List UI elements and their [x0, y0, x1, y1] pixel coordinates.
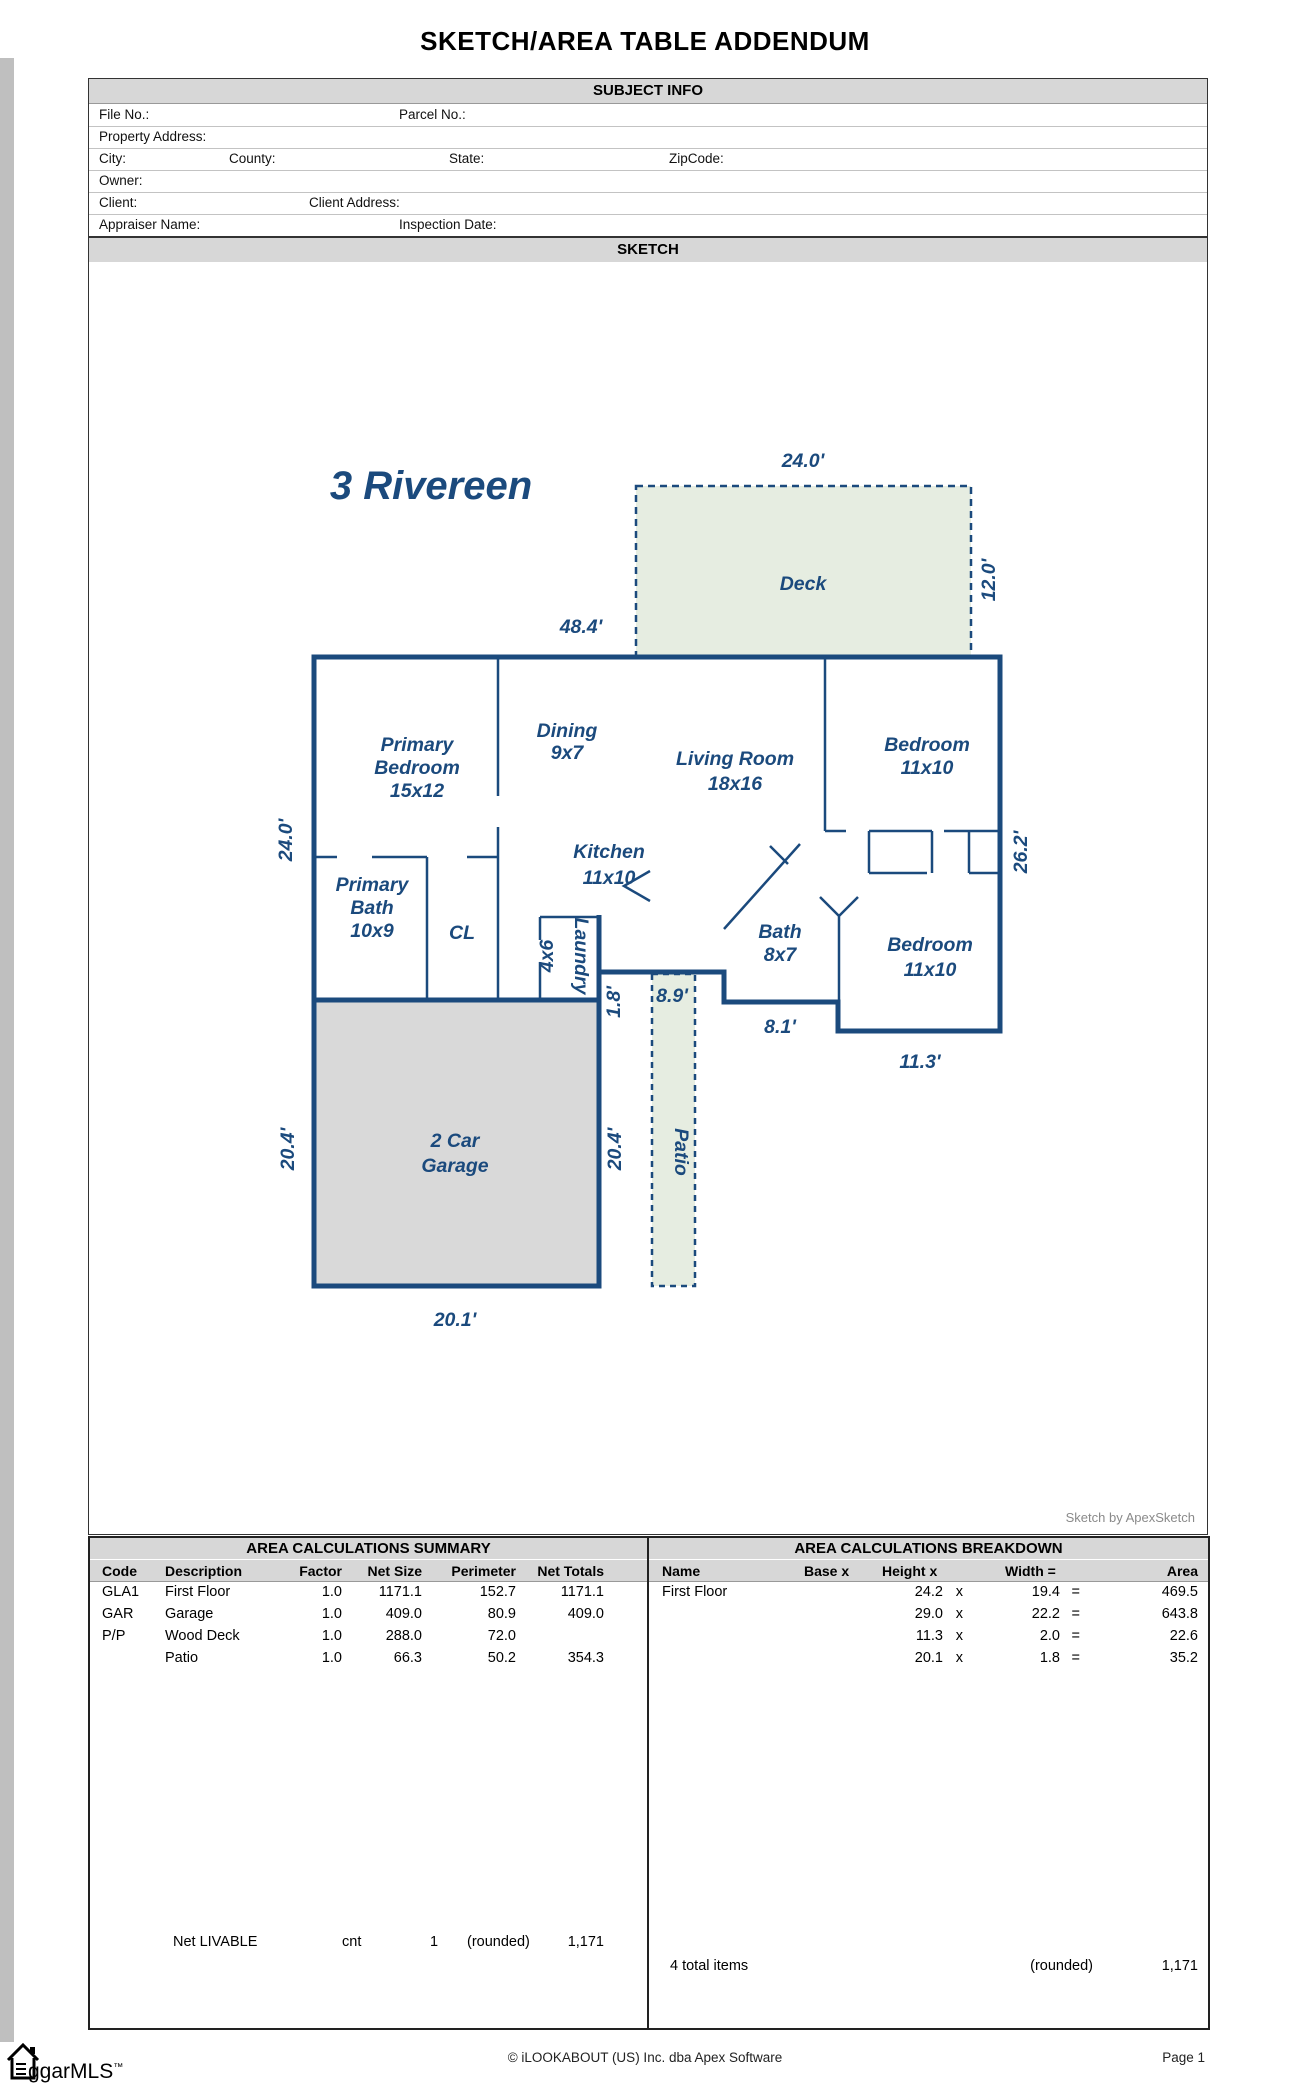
mult-symbol: x: [955, 1584, 963, 1600]
col-factor: Factor: [299, 1563, 342, 1579]
summary-cell-net-size: 288.0: [385, 1628, 422, 1644]
summary-cell-desc: Wood Deck: [165, 1628, 240, 1644]
footer-page-number: Page 1: [1162, 2050, 1205, 2065]
sketch-canvas: [88, 262, 1208, 1535]
mult-symbol: x: [955, 1650, 963, 1666]
county-label: County:: [229, 151, 276, 166]
dim-left: 24.0': [275, 818, 297, 862]
dim-garage-right: 20.4': [604, 1127, 626, 1171]
breakdown-cell-area: 35.2: [1169, 1650, 1198, 1666]
mls-logo-text: ggarMLS™: [28, 2060, 124, 2083]
breakdown-cell-area: 22.6: [1169, 1628, 1198, 1644]
bath-label: Bath: [758, 921, 802, 943]
breakdown-header: AREA CALCULATIONS BREAKDOWN: [649, 1538, 1208, 1560]
dining-size: 9x7: [550, 742, 584, 764]
primary-bedroom-label-2: Bedroom: [374, 757, 460, 779]
col-height: Height x: [882, 1563, 938, 1579]
dim-deck-height: 12.0': [978, 558, 1000, 602]
sketch-header: SKETCH: [88, 237, 1208, 263]
breakdown-total-rounded: (rounded): [1030, 1958, 1093, 1974]
living-room-size: 18x16: [707, 773, 763, 795]
summary-cell-factor: 1.0: [321, 1606, 342, 1622]
primary-bath-label-3: 10x9: [350, 920, 394, 942]
summary-cell-net-size: 66.3: [393, 1650, 422, 1666]
col-area: Area: [1166, 1563, 1198, 1579]
bedroom2-label: Bedroom: [887, 934, 973, 956]
mls-logo: [4, 2040, 123, 2084]
page-title: SKETCH/AREA TABLE ADDENDUM: [420, 26, 870, 56]
state-label: State:: [449, 151, 485, 166]
summary-cell-desc: First Floor: [165, 1584, 231, 1600]
laundry-label: Laundry: [570, 917, 592, 995]
mult-symbol: x: [955, 1628, 963, 1644]
dim-garage-bottom: 20.1': [433, 1309, 477, 1331]
form-row-address: [89, 126, 1207, 149]
appraiser-name-label: Appraiser Name:: [99, 217, 201, 232]
summary-cell-perimeter: 152.7: [479, 1584, 516, 1600]
subject-info-header: SUBJECT INFO: [89, 79, 1207, 104]
summary-table: [90, 1538, 647, 2028]
primary-bedroom-label-3: 15x12: [389, 780, 445, 802]
summary-total-count: 1: [430, 1934, 439, 1950]
deck-label: Deck: [779, 573, 827, 595]
breakdown-total-value: 1,171: [1161, 1958, 1198, 1974]
floor-plan: [89, 262, 1207, 1534]
form-row-client: [89, 192, 1207, 215]
bedroom1-size: 11x10: [900, 757, 954, 779]
breakdown-total-label: 4 total items: [670, 1958, 749, 1974]
dim-bedroom-bottom: 11.3': [899, 1051, 941, 1073]
living-room-label: Living Room: [675, 748, 795, 770]
area-tables-box: [88, 1536, 1210, 2030]
bath-size: 8x7: [763, 944, 797, 966]
summary-cell-code: GLA1: [102, 1584, 140, 1600]
kitchen-label: Kitchen: [573, 841, 645, 863]
garage-label-1: 2 Car: [430, 1130, 480, 1152]
bedroom2-size: 11x10: [903, 959, 957, 981]
summary-cell-net-size: 1171.1: [378, 1584, 422, 1600]
file-no-label: File No.:: [99, 107, 150, 122]
client-address-label: Client Address:: [309, 195, 400, 210]
form-row-file: [89, 104, 1207, 127]
inspection-date-label: Inspection Date:: [399, 217, 497, 232]
bedroom1-label: Bedroom: [884, 734, 970, 756]
laundry-size: 4x6: [536, 939, 558, 973]
breakdown-cell-area: 643.8: [1161, 1606, 1198, 1622]
col-code: Code: [102, 1563, 137, 1579]
eq-symbol: =: [1071, 1606, 1080, 1622]
plan-title: 3 Rivereen: [329, 464, 533, 508]
eq-symbol: =: [1071, 1584, 1080, 1600]
breakdown-cell-width: 2.0: [1039, 1628, 1060, 1644]
summary-cell-factor: 1.0: [321, 1628, 342, 1644]
summary-cell-net-totals: 354.3: [567, 1650, 604, 1666]
breakdown-cell-height: 20.1: [914, 1650, 943, 1666]
summary-cell-net-totals: 409.0: [567, 1606, 604, 1622]
dim-top: 48.4': [559, 616, 603, 638]
dim-kitchen-wall: 8.9': [656, 985, 688, 1007]
summary-cell-net-size: 409.0: [385, 1606, 422, 1622]
breakdown-cell-width: 19.4: [1031, 1584, 1060, 1600]
dim-garage-left: 20.4': [277, 1127, 299, 1171]
summary-cell-code: GAR: [102, 1606, 134, 1622]
deck-area: [636, 486, 971, 657]
client-label: Client:: [99, 195, 138, 210]
scan-edge-strip: [0, 58, 14, 2042]
breakdown-cell-name: First Floor: [662, 1584, 728, 1600]
summary-header: AREA CALCULATIONS SUMMARY: [90, 1538, 647, 1560]
footer-copyright: © iLOOKABOUT (US) Inc. dba Apex Software: [507, 2050, 783, 2065]
primary-bath-label-1: Primary: [335, 874, 409, 896]
col-perimeter: Perimeter: [451, 1563, 516, 1579]
mult-symbol: x: [955, 1606, 963, 1622]
primary-bath-label-2: Bath: [350, 897, 394, 919]
breakdown-cell-height: 29.0: [914, 1606, 943, 1622]
form-row-city: [89, 148, 1207, 171]
closet-label: CL: [449, 922, 475, 944]
summary-total-label: Net LIVABLE: [173, 1934, 258, 1950]
dining-label: Dining: [536, 720, 598, 742]
parcel-no-label: Parcel No.:: [399, 107, 466, 122]
breakdown-cell-area: 469.5: [1161, 1584, 1198, 1600]
summary-total-value: 1,171: [567, 1934, 604, 1950]
form-row-appraiser: [89, 214, 1207, 236]
breakdown-cell-height: 11.3: [915, 1628, 943, 1644]
eq-symbol: =: [1071, 1628, 1080, 1644]
dim-right: 26.2': [1010, 830, 1032, 874]
property-address-label: Property Address:: [99, 129, 207, 144]
col-name: Name: [662, 1563, 701, 1579]
breakdown-cell-height: 24.2: [914, 1584, 943, 1600]
summary-total-cnt-label: cnt: [342, 1934, 362, 1950]
primary-bedroom-label-1: Primary: [380, 734, 454, 756]
dim-bath-wall: 8.1': [764, 1016, 796, 1038]
form-row-owner: [89, 170, 1207, 193]
owner-label: Owner:: [99, 173, 143, 188]
summary-cell-net-totals: 1171.1: [560, 1584, 604, 1600]
summary-total-rounded: (rounded): [467, 1934, 530, 1950]
subject-info-box: [88, 78, 1208, 237]
garage-label-2: Garage: [421, 1155, 489, 1177]
dim-step: 1.8': [603, 986, 625, 1018]
sketch-credit: Sketch by ApexSketch: [1065, 1510, 1195, 1525]
summary-cell-code: P/P: [102, 1628, 126, 1644]
summary-cell-factor: 1.0: [321, 1650, 342, 1666]
col-net-size: Net Size: [367, 1563, 422, 1579]
summary-cell-perimeter: 50.2: [487, 1650, 516, 1666]
breakdown-cell-width: 22.2: [1031, 1606, 1060, 1622]
zipcode-label: ZipCode:: [669, 151, 724, 166]
summary-cell-perimeter: 80.9: [487, 1606, 516, 1622]
patio-label: Patio: [670, 1128, 692, 1176]
eq-symbol: =: [1071, 1650, 1080, 1666]
summary-cell-factor: 1.0: [321, 1584, 342, 1600]
col-description: Description: [165, 1563, 243, 1579]
breakdown-table: [647, 1538, 1208, 2028]
col-width: Width =: [1005, 1563, 1056, 1579]
kitchen-size: 11x10: [582, 867, 636, 889]
city-label: City:: [99, 151, 126, 166]
summary-cell-perimeter: 72.0: [487, 1628, 516, 1644]
col-base: Base x: [804, 1563, 850, 1579]
col-net-totals: Net Totals: [537, 1563, 604, 1579]
dim-deck-width: 24.0': [781, 450, 825, 472]
summary-cell-desc: Garage: [165, 1606, 214, 1622]
summary-cell-desc: Patio: [165, 1650, 199, 1666]
breakdown-cell-width: 1.8: [1039, 1650, 1060, 1666]
